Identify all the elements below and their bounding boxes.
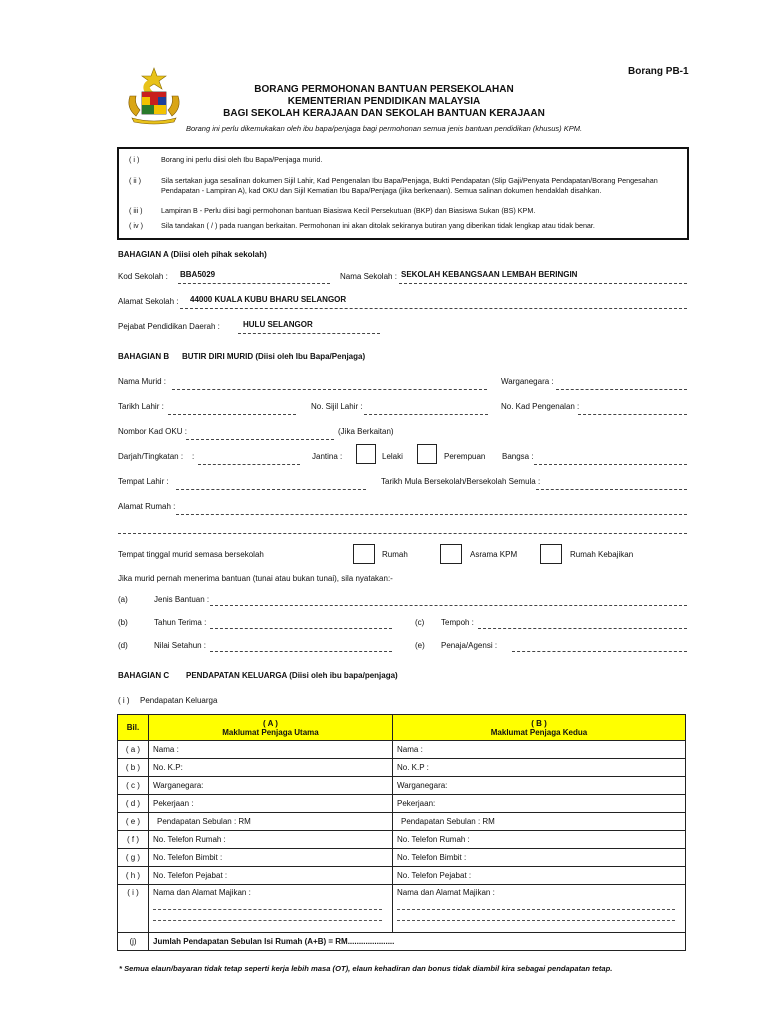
rumah-checkbox[interactable] bbox=[353, 544, 375, 564]
row-number: ( b ) bbox=[118, 759, 149, 777]
table-row bbox=[118, 831, 686, 849]
asrama-checkbox[interactable] bbox=[440, 544, 462, 564]
tarikh-lahir-label: Tarikh Lahir : bbox=[118, 402, 164, 411]
alamat-sekolah-label: Alamat Sekolah : bbox=[118, 297, 179, 306]
kad-oku-field[interactable] bbox=[186, 439, 334, 440]
alamat-rumah-field-1[interactable] bbox=[176, 514, 687, 515]
majikan-b-line[interactable] bbox=[397, 910, 675, 921]
jantina-label: Jantina : bbox=[312, 452, 343, 461]
instructions-box: ( i ) Borang ini perlu diisi oleh Ibu Bapa/Penjaga murid. ( ii ) Sila sertakan juga sesalinan dokumen Sijil Lahir, Kad Pengenalan Ibu Bapa/Penjaga, Bukti Pendapatan (Slip Gaji/Penyata Pendapatan/Borang Pengesahan Pendapatan - Lampiran A), kad OKU dan Sijil Kematian Ibu Bapa/Penjaga (jika berkenaan). Semua salinan dokumen hendaklah disahkan. ( iii ) Lampiran B - Perlu diisi bagi permohonan bantuan Biasiswa Kecil Persekutuan (BKP) dan Biasiswa Sukan (BS) KPM. ( iv ) Sila tandakan ( / ) pada ruangan berkaitan. Permohonan ini akan ditolak sekiranya butiran yang diberikan tidak lengkap atau tidak benar. bbox=[117, 147, 689, 240]
majikan-b-line[interactable] bbox=[397, 897, 675, 910]
darjah-label: Darjah/Tingkatan : bbox=[118, 452, 184, 461]
col-b-title: Maklumat Penjaga Kedua bbox=[490, 727, 588, 737]
tempat-lahir-field[interactable] bbox=[176, 489, 366, 490]
item-a-label: (a) bbox=[118, 595, 128, 604]
ppd-line bbox=[238, 333, 380, 334]
row-number: ( f ) bbox=[118, 831, 149, 849]
tahun-terima-label: Tahun Terima : bbox=[154, 618, 207, 627]
tarikh-mula-field[interactable] bbox=[536, 489, 687, 490]
tempat-tinggal-label: Tempat tinggal murid semasa bersekolah bbox=[118, 550, 264, 559]
tel-bimbit-a-cell[interactable]: No. Telefon Bimbit : bbox=[149, 849, 393, 867]
alamat-rumah-field-2[interactable] bbox=[118, 533, 687, 534]
alamat-sekolah-line bbox=[180, 308, 687, 309]
alamat-sekolah-value[interactable]: 44000 KUALA KUBU BHARU SELANGOR bbox=[190, 295, 347, 304]
kod-sekolah-label: Kod Sekolah : bbox=[118, 272, 168, 281]
ppd-value[interactable]: HULU SELANGOR bbox=[243, 320, 313, 329]
item-e-label: (e) bbox=[415, 641, 425, 650]
nama-sekolah-label: Nama Sekolah : bbox=[340, 272, 397, 281]
majikan-a-label: Nama dan Alamat Majikan : bbox=[153, 888, 251, 897]
rumah-kebajikan-label: Rumah Kebajikan bbox=[570, 550, 634, 559]
table-row bbox=[118, 885, 686, 933]
majikan-a-cell[interactable] bbox=[149, 885, 393, 933]
nama-sekolah-value[interactable]: SEKOLAH KEBANGSAAN LEMBAH BERINGIN bbox=[401, 270, 578, 279]
alamat-rumah-label: Alamat Rumah : bbox=[118, 502, 176, 511]
jenis-bantuan-field[interactable] bbox=[210, 605, 687, 606]
bangsa-field[interactable] bbox=[534, 464, 687, 465]
perempuan-label: Perempuan bbox=[444, 452, 486, 461]
table-row bbox=[118, 795, 686, 813]
sijil-lahir-field[interactable] bbox=[364, 414, 488, 415]
nilai-setahun-label: Nilai Setahun : bbox=[154, 641, 207, 650]
jenis-bantuan-label: Jenis Bantuan : bbox=[154, 595, 210, 604]
pendapatan-a-cell[interactable]: Pendapatan Sebulan : RM bbox=[149, 813, 393, 831]
col-a-letter: ( A ) bbox=[263, 718, 278, 728]
item-b-label: (b) bbox=[118, 618, 128, 627]
col-b-header bbox=[393, 715, 686, 741]
bangsa-label: Bangsa : bbox=[502, 452, 534, 461]
table-row bbox=[118, 867, 686, 885]
col-b-letter: ( B ) bbox=[531, 718, 547, 728]
item-c-label: (c) bbox=[415, 618, 425, 627]
tel-rumah-a-cell[interactable]: No. Telefon Rumah : bbox=[149, 831, 393, 849]
kad-pengenalan-label: No. Kad Pengenalan : bbox=[501, 402, 580, 411]
warganegara-label: Warganegara : bbox=[501, 377, 554, 386]
warganegara-field[interactable] bbox=[556, 389, 687, 390]
form-subtitle: Borang ini perlu dikemukakan oleh ibu bapa/penjaga bagi permohonan semua jenis bantuan pendidikan (khusus) KPM. bbox=[185, 124, 583, 133]
jika-murid-label: Jika murid pernah menerima bantuan (tunai atau bukan tunai), sila nyatakan:- bbox=[118, 574, 393, 583]
row-number: ( e ) bbox=[118, 813, 149, 831]
pendapatan-b-cell[interactable]: Pendapatan Sebulan : RM bbox=[393, 813, 686, 831]
rumah-kebajikan-checkbox[interactable] bbox=[540, 544, 562, 564]
darjah-field[interactable] bbox=[198, 464, 300, 465]
perempuan-checkbox[interactable] bbox=[417, 444, 437, 464]
row-number: ( g ) bbox=[118, 849, 149, 867]
majikan-b-label: Nama dan Alamat Majikan : bbox=[397, 888, 495, 897]
table-row bbox=[118, 933, 686, 951]
kad-pengenalan-field[interactable] bbox=[578, 414, 687, 415]
table-row bbox=[118, 777, 686, 795]
row-number: ( c ) bbox=[118, 777, 149, 795]
tel-bimbit-b-cell[interactable]: No. Telefon Bimbit : bbox=[393, 849, 686, 867]
penaja-field[interactable] bbox=[512, 651, 687, 652]
nama-sekolah-line bbox=[399, 283, 687, 284]
warganegara-b-cell[interactable]: Warganegara: bbox=[393, 777, 686, 795]
table-row bbox=[118, 759, 686, 777]
item-d-label: (d) bbox=[118, 641, 128, 650]
row-number: ( d ) bbox=[118, 795, 149, 813]
section-b-title: BAHAGIAN B bbox=[118, 352, 170, 361]
col-a-title: Maklumat Penjaga Utama bbox=[222, 727, 319, 737]
nama-murid-label: Nama Murid : bbox=[118, 377, 167, 386]
tel-pejabat-a-cell[interactable]: No. Telefon Pejabat : bbox=[149, 867, 393, 885]
section-c-subtitle: PENDAPATAN KELUARGA (Diisi oleh ibu bapa/penjaga) bbox=[186, 671, 398, 680]
darjah-colon: : bbox=[192, 452, 195, 461]
ppd-label: Pejabat Pendidikan Daerah : bbox=[118, 322, 220, 331]
section-c-title: BAHAGIAN C bbox=[118, 671, 170, 680]
nama-b-cell[interactable]: Nama : bbox=[393, 741, 686, 759]
kp-b-cell[interactable]: No. K.P : bbox=[393, 759, 686, 777]
table-row bbox=[118, 741, 686, 759]
kp-a-cell[interactable]: No. K.P: bbox=[149, 759, 393, 777]
pendapatan-sub-label: Pendapatan Keluarga bbox=[140, 696, 218, 705]
col-a-header bbox=[149, 715, 393, 741]
majikan-a-line[interactable] bbox=[153, 897, 382, 910]
kod-sekolah-line bbox=[178, 283, 330, 284]
form-title-line1: BORANG PERMOHONAN BANTUAN PERSEKOLAHAN bbox=[254, 84, 514, 95]
penaja-label: Penaja/Agensi : bbox=[441, 641, 498, 650]
pekerjaan-b-cell[interactable]: Pekerjaan: bbox=[393, 795, 686, 813]
kad-oku-label: Nombor Kad OKU : bbox=[118, 427, 187, 436]
tarikh-lahir-field[interactable] bbox=[168, 414, 296, 415]
tempoh-label: Tempoh : bbox=[441, 618, 474, 627]
form-title-line3: BAGI SEKOLAH KERAJAAN DAN SEKOLAH BANTUAN KERAJAAN bbox=[223, 108, 545, 119]
lelaki-checkbox[interactable] bbox=[356, 444, 376, 464]
sijil-lahir-label: No. Sijil Lahir : bbox=[311, 402, 363, 411]
form-code: Borang PB-1 bbox=[628, 66, 689, 77]
tempoh-field[interactable] bbox=[478, 628, 687, 629]
kod-sekolah-value[interactable]: BBA5029 bbox=[180, 270, 216, 279]
jumlah-pendapatan-cell[interactable]: Jumlah Pendapatan Sebulan Isi Rumah (A+B) = RM..................... bbox=[149, 933, 686, 951]
tahun-terima-field[interactable] bbox=[210, 628, 392, 629]
rumah-label: Rumah bbox=[382, 550, 408, 559]
lelaki-label: Lelaki bbox=[382, 452, 403, 461]
pendapatan-sub-num: ( i ) bbox=[118, 696, 130, 705]
form-title-line2: KEMENTERIAN PENDIDIKAN MALAYSIA bbox=[287, 96, 481, 107]
tel-rumah-b-cell[interactable]: No. Telefon Rumah : bbox=[393, 831, 686, 849]
majikan-b-cell[interactable] bbox=[393, 885, 686, 933]
section-a-title: BAHAGIAN A (Diisi oleh pihak sekolah) bbox=[118, 250, 267, 259]
family-income-table bbox=[117, 714, 686, 951]
warganegara-a-cell[interactable]: Warganegara: bbox=[149, 777, 393, 795]
asrama-label: Asrama KPM bbox=[470, 550, 518, 559]
tel-pejabat-b-cell[interactable]: No. Telefon Pejabat : bbox=[393, 867, 686, 885]
row-number: (j) bbox=[118, 933, 149, 951]
nama-murid-field[interactable] bbox=[172, 389, 487, 390]
nilai-setahun-field[interactable] bbox=[210, 651, 392, 652]
row-number: ( h ) bbox=[118, 867, 149, 885]
section-b-subtitle: BUTIR DIRI MURID (Diisi oleh Ibu Bapa/Penjaga) bbox=[182, 352, 366, 361]
tarikh-mula-label: Tarikh Mula Bersekolah/Bersekolah Semula : bbox=[381, 477, 541, 486]
table-row bbox=[118, 849, 686, 867]
nama-a-cell[interactable]: Nama : bbox=[149, 741, 393, 759]
row-number: ( i ) bbox=[118, 885, 149, 933]
row-number: ( a ) bbox=[118, 741, 149, 759]
footnote: * Semua elaun/bayaran tidak tetap seperti kerja lebih masa (OT), elaun kehadiran dan bonus tidak diambil kira sebagai pendapatan tetap. bbox=[119, 964, 613, 973]
bil-header: Bil. bbox=[118, 715, 149, 741]
tempat-lahir-label: Tempat Lahir : bbox=[118, 477, 169, 486]
pekerjaan-a-cell[interactable]: Pekerjaan : bbox=[149, 795, 393, 813]
majikan-a-line[interactable] bbox=[153, 910, 382, 921]
jika-berkaitan-note: (Jika Berkaitan) bbox=[338, 427, 394, 436]
table-row bbox=[118, 813, 686, 831]
